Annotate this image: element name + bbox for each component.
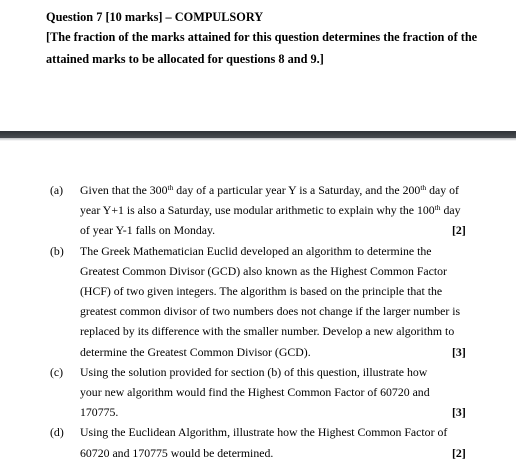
marks-allocation: [3] xyxy=(452,405,466,420)
text-segment: of year Y-1 falls on Monday. xyxy=(80,223,216,238)
text-segment: year Y+1 is also a Saturday, use modular arithmetic to explain why the 100 xyxy=(80,203,435,218)
part-label: (d) xyxy=(50,425,64,440)
marks-allocation: [2] xyxy=(452,223,466,238)
text-segment: Greatest Common Divisor (GCD) also known as the Highest Common Factor xyxy=(80,263,447,278)
part-label: (a) xyxy=(50,183,64,197)
part-text-line xyxy=(80,183,459,198)
part-text-line xyxy=(80,345,311,360)
text-segment: day of xyxy=(426,183,459,197)
part-text-line xyxy=(80,446,273,461)
part-text-line xyxy=(80,284,442,299)
text-segment: 170775. xyxy=(80,405,119,420)
text-segment: your new algorithm would find the Highest Common Factor of 60720 and xyxy=(80,385,430,399)
section-divider xyxy=(0,131,516,138)
part-text-line xyxy=(80,324,454,339)
marks-allocation: [3] xyxy=(452,344,466,359)
instruction-note-line-2: attained marks to be allocated for questions 8 and 9.] xyxy=(46,52,324,66)
part-text-line xyxy=(80,244,431,259)
part-text-line xyxy=(80,425,447,440)
text-segment: day xyxy=(440,203,461,218)
part-text-line xyxy=(80,203,461,218)
part-label: (b) xyxy=(50,243,64,258)
part-text-line xyxy=(80,304,460,319)
marks-allocation: [2] xyxy=(452,445,466,460)
instruction-note-line-1: [The fraction of the marks attained for this question determines the fraction of the xyxy=(46,30,478,44)
part-label: (c) xyxy=(50,364,64,379)
text-segment: Given that the 300 xyxy=(80,183,168,197)
part-text-line xyxy=(80,405,118,420)
text-segment: The Greek Mathematician Euclid developed an algorithm to determine the xyxy=(80,243,432,258)
text-segment: greatest common divisor of two numbers does not change if the larger number is xyxy=(80,304,461,319)
section-divider-shadow xyxy=(0,138,516,141)
text-segment: Using the Euclidean Algorithm, illustrate how the Highest Common Factor of xyxy=(80,425,448,440)
text-segment: 60720 and 170775 would be determined. xyxy=(80,445,274,460)
part-text-line xyxy=(80,385,430,400)
text-segment: determine the Greatest Common Divisor (GCD). xyxy=(80,344,311,359)
text-segment: day of a particular year Y is a Saturday, and the 200 xyxy=(173,183,421,197)
part-text-line xyxy=(80,264,447,279)
part-text-line xyxy=(80,223,215,238)
text-segment: (HCF) of two given integers. The algorithm is based on the principle that the xyxy=(80,284,443,298)
question-title: Question 7 [10 marks] – COMPULSORY xyxy=(46,10,264,24)
text-segment: replaced by its difference with the smaller number. Develop a new algorithm to xyxy=(80,324,455,339)
ordinal-suffix: th xyxy=(167,183,174,192)
ordinal-suffix: th xyxy=(420,183,427,192)
text-segment: Using the solution provided for section (b) of this question, illustrate how xyxy=(80,364,428,379)
ordinal-suffix: th xyxy=(434,203,441,213)
part-text-line xyxy=(80,365,427,380)
